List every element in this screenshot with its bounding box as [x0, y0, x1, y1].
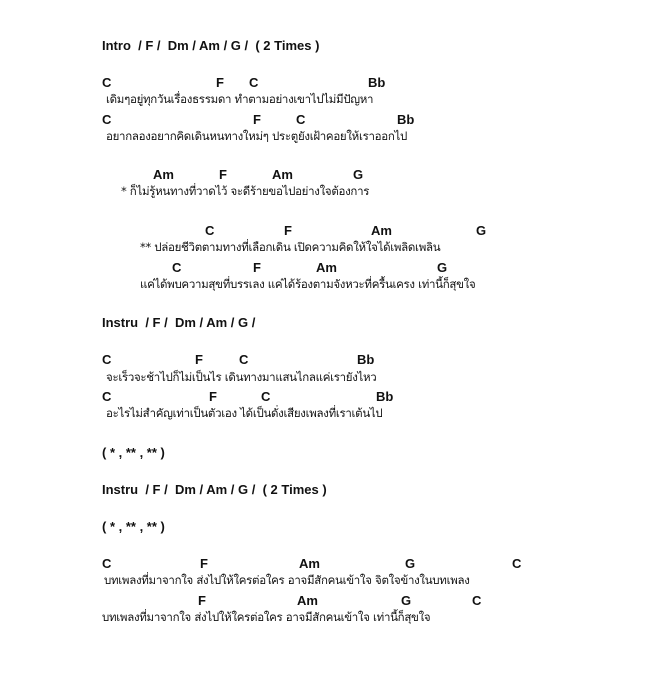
chord: G: [353, 167, 364, 182]
chord: F: [253, 260, 261, 275]
verse2-lyric-1: จะเร็วจะช้าไปก็ไม่เป็นไร เดินทางมาแสนไกลแค่เรายังไหว: [106, 370, 377, 384]
verse1-lyric-1: เดิมๆอยู่ทุกวันเรื่องธรรมดา ทำตามอย่างเขาไปไม่มีปัญหา: [106, 92, 374, 106]
repeat-marker-1: ( * , ** , ** ): [102, 445, 165, 460]
chord: Bb: [357, 352, 375, 367]
chord: Am: [153, 167, 174, 182]
chord: Am: [316, 260, 337, 275]
chord: C: [239, 352, 249, 367]
chord: C: [102, 112, 112, 127]
chord: C: [249, 75, 259, 90]
chord: C: [102, 556, 112, 571]
chord: C: [172, 260, 182, 275]
chord: Am: [371, 223, 392, 238]
verse2-lyric-2: อะไรไม่สำคัญเท่าเป็นตัวเอง ได้เป็นดั่งเสียงเพลงที่เราเต้นไป: [106, 406, 383, 420]
chord: F: [284, 223, 292, 238]
chord: Bb: [397, 112, 415, 127]
chorus-lyric-1: ** ปล่อยชีวิตตามทางที่เลือกเดิน เปิดความคิดให้ใจได้เพลิดเพลิน: [140, 240, 441, 254]
chord: Am: [297, 593, 318, 608]
chord: G: [476, 223, 487, 238]
chord: C: [102, 75, 112, 90]
chord: C: [102, 389, 112, 404]
chord: C: [296, 112, 306, 127]
chord: F: [209, 389, 217, 404]
chord: F: [216, 75, 224, 90]
chord: F: [219, 167, 227, 182]
instrumental-line-2: Instru / F / Dm / Am / G / ( 2 Times ): [102, 482, 327, 497]
outro-lyric-1: บทเพลงที่มาจากใจ ส่งไปให้ใครต่อใคร อาจมีสักคนเข้าใจ จิตใจข้างในบทเพลง: [104, 573, 470, 587]
chord: F: [195, 352, 203, 367]
chord: Bb: [368, 75, 386, 90]
intro-line: Intro / F / Dm / Am / G / ( 2 Times ): [102, 38, 320, 53]
repeat-marker-2: ( * , ** , ** ): [102, 519, 165, 534]
outro-lyric-2: บทเพลงที่มาจากใจ ส่งไปให้ใครต่อใคร อาจมีสักคนเข้าใจ เท่านี้ก็สุขใจ: [102, 610, 431, 624]
chord: G: [405, 556, 416, 571]
chord: Bb: [376, 389, 394, 404]
chord: F: [200, 556, 208, 571]
chord: G: [401, 593, 412, 608]
chord: C: [512, 556, 522, 571]
pre-chorus-lyric: * ก็ไม่รู้หนทางที่วาดไว้ จะดีร้ายขอไปอย่างใจต้องการ: [121, 184, 370, 198]
chord: F: [253, 112, 261, 127]
instrumental-line-1: Instru / F / Dm / Am / G /: [102, 315, 256, 330]
chord: G: [437, 260, 448, 275]
chord: Am: [299, 556, 320, 571]
chord: C: [472, 593, 482, 608]
chord: C: [102, 352, 112, 367]
chorus-lyric-2: แค่ได้พบความสุขที่บรรเลง แค่ได้ร้องตามจังหวะที่ครื้นเครง เท่านี้ก็สุขใจ: [140, 277, 476, 291]
chord: F: [198, 593, 206, 608]
chord: Am: [272, 167, 293, 182]
verse1-lyric-2: อยากลองอยากคิดเดินหนทางใหม่ๆ ประตูยังเฝ้าคอยให้เราออกไป: [106, 129, 407, 143]
chord: C: [205, 223, 215, 238]
chord: C: [261, 389, 271, 404]
